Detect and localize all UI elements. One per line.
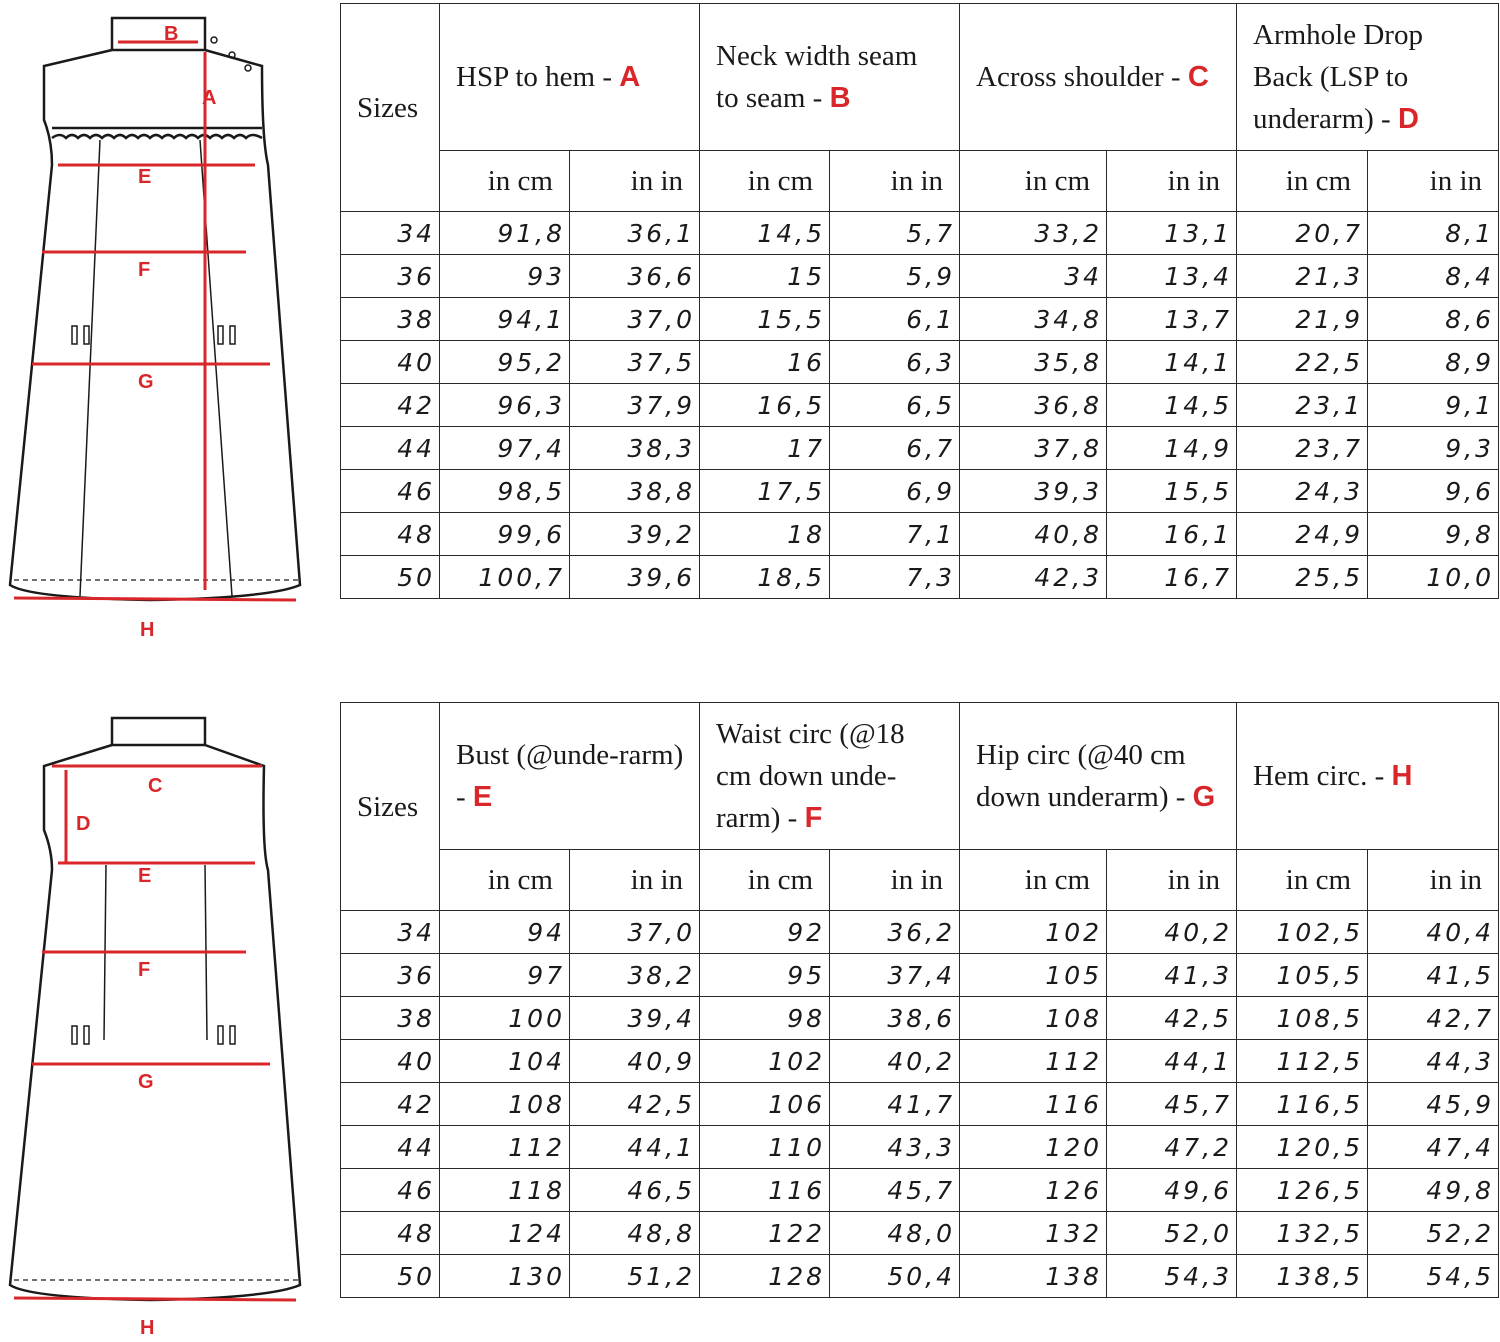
value-cell: 22,5 — [1237, 341, 1368, 384]
table-row — [341, 1212, 1499, 1255]
size-cell: 46 — [341, 1169, 440, 1212]
value-cell: 44,1 — [1107, 1040, 1237, 1083]
column-header-e: Bust (@unde-rarm) - E — [440, 703, 700, 850]
value-cell: 45,7 — [1107, 1083, 1237, 1126]
value-cell: 47,2 — [1107, 1126, 1237, 1169]
sizes-header: Sizes — [341, 703, 440, 911]
table-row — [341, 1255, 1499, 1298]
value-cell: 48,8 — [570, 1212, 700, 1255]
value-cell: 44,3 — [1368, 1040, 1499, 1083]
value-cell: 41,3 — [1107, 954, 1237, 997]
value-cell: 38,2 — [570, 954, 700, 997]
value-cell: 39,3 — [960, 470, 1107, 513]
value-cell: 6,9 — [830, 470, 960, 513]
value-cell: 37,5 — [570, 341, 700, 384]
value-cell: 13,4 — [1107, 255, 1237, 298]
svg-text:E: E — [138, 166, 152, 188]
unit-row — [341, 850, 1499, 911]
value-cell: 108 — [960, 997, 1107, 1040]
size-cell: 38 — [341, 997, 440, 1040]
table-row — [341, 1169, 1499, 1212]
unit-cell: in cm — [960, 151, 1107, 212]
value-cell: 49,6 — [1107, 1169, 1237, 1212]
back-measurements-table — [340, 702, 1499, 1298]
table-row — [341, 470, 1499, 513]
table-row — [341, 513, 1499, 556]
value-cell: 40,2 — [830, 1040, 960, 1083]
value-cell: 120,5 — [1237, 1126, 1368, 1169]
value-cell: 8,9 — [1368, 341, 1499, 384]
value-cell: 15,5 — [700, 298, 830, 341]
value-cell: 33,2 — [960, 212, 1107, 255]
svg-text:B: B — [164, 23, 179, 45]
table-row — [341, 1040, 1499, 1083]
unit-cell: in in — [1107, 151, 1237, 212]
value-cell: 51,2 — [570, 1255, 700, 1298]
table-row — [341, 427, 1499, 470]
unit-cell: in cm — [1237, 151, 1368, 212]
value-cell: 36,2 — [830, 911, 960, 954]
value-cell: 37,4 — [830, 954, 960, 997]
value-cell: 23,1 — [1237, 384, 1368, 427]
table-row — [341, 997, 1499, 1040]
value-cell: 138,5 — [1237, 1255, 1368, 1298]
value-cell: 41,7 — [830, 1083, 960, 1126]
size-cell: 36 — [341, 954, 440, 997]
column-header-b: Neck width seam to seam - B — [700, 4, 960, 151]
value-cell: 43,3 — [830, 1126, 960, 1169]
size-cell: 46 — [341, 470, 440, 513]
value-cell: 15,5 — [1107, 470, 1237, 513]
unit-cell: in in — [1368, 151, 1499, 212]
value-cell: 16,5 — [700, 384, 830, 427]
value-cell: 37,0 — [570, 298, 700, 341]
value-cell: 6,1 — [830, 298, 960, 341]
value-cell: 118 — [440, 1169, 570, 1212]
size-cell: 44 — [341, 427, 440, 470]
value-cell: 40,8 — [960, 513, 1107, 556]
size-cell: 40 — [341, 341, 440, 384]
value-cell: 39,4 — [570, 997, 700, 1040]
value-cell: 16,7 — [1107, 556, 1237, 599]
value-cell: 13,1 — [1107, 212, 1237, 255]
value-cell: 37,0 — [570, 911, 700, 954]
value-cell: 8,6 — [1368, 298, 1499, 341]
value-cell: 102 — [960, 911, 1107, 954]
value-cell: 35,8 — [960, 341, 1107, 384]
size-cell: 40 — [341, 1040, 440, 1083]
unit-cell: in cm — [1237, 850, 1368, 911]
value-cell: 132,5 — [1237, 1212, 1368, 1255]
unit-cell: in cm — [440, 151, 570, 212]
value-cell: 36,8 — [960, 384, 1107, 427]
unit-cell: in in — [570, 850, 700, 911]
value-cell: 42,3 — [960, 556, 1107, 599]
value-cell: 37,9 — [570, 384, 700, 427]
table-row — [341, 1083, 1499, 1126]
size-cell: 38 — [341, 298, 440, 341]
value-cell: 18 — [700, 513, 830, 556]
value-cell: 100,7 — [440, 556, 570, 599]
table-row — [341, 911, 1499, 954]
unit-cell: in in — [830, 151, 960, 212]
value-cell: 91,8 — [440, 212, 570, 255]
value-cell: 116 — [700, 1169, 830, 1212]
value-cell: 18,5 — [700, 556, 830, 599]
value-cell: 23,7 — [1237, 427, 1368, 470]
value-cell: 34 — [960, 255, 1107, 298]
unit-cell: in in — [1368, 850, 1499, 911]
unit-cell: in in — [830, 850, 960, 911]
value-cell: 42,5 — [1107, 997, 1237, 1040]
column-header-a: HSP to hem - A — [440, 4, 700, 151]
value-cell: 126 — [960, 1169, 1107, 1212]
size-cell: 50 — [341, 556, 440, 599]
value-cell: 9,1 — [1368, 384, 1499, 427]
value-cell: 44,1 — [570, 1126, 700, 1169]
value-cell: 14,5 — [700, 212, 830, 255]
value-cell: 38,8 — [570, 470, 700, 513]
value-cell: 20,7 — [1237, 212, 1368, 255]
value-cell: 8,1 — [1368, 212, 1499, 255]
value-cell: 54,3 — [1107, 1255, 1237, 1298]
value-cell: 124 — [440, 1212, 570, 1255]
value-cell: 40,9 — [570, 1040, 700, 1083]
svg-text:E: E — [138, 865, 152, 887]
column-header-c: Across shoulder - C — [960, 4, 1237, 151]
value-cell: 108,5 — [1237, 997, 1368, 1040]
value-cell: 99,6 — [440, 513, 570, 556]
value-cell: 24,9 — [1237, 513, 1368, 556]
size-cell: 48 — [341, 1212, 440, 1255]
value-cell: 98 — [700, 997, 830, 1040]
value-cell: 9,6 — [1368, 470, 1499, 513]
value-cell: 7,1 — [830, 513, 960, 556]
value-cell: 97,4 — [440, 427, 570, 470]
value-cell: 110 — [700, 1126, 830, 1169]
value-cell: 46,5 — [570, 1169, 700, 1212]
size-cell: 44 — [341, 1126, 440, 1169]
value-cell: 105 — [960, 954, 1107, 997]
value-cell: 9,8 — [1368, 513, 1499, 556]
value-cell: 52,2 — [1368, 1212, 1499, 1255]
table-row — [341, 1126, 1499, 1169]
value-cell: 128 — [700, 1255, 830, 1298]
unit-cell: in in — [570, 151, 700, 212]
svg-text:F: F — [138, 259, 151, 281]
value-cell: 25,5 — [1237, 556, 1368, 599]
value-cell: 100 — [440, 997, 570, 1040]
value-cell: 126,5 — [1237, 1169, 1368, 1212]
value-cell: 21,3 — [1237, 255, 1368, 298]
column-header-f: Waist circ (@18 cm down unde-rarm) - F — [700, 703, 960, 850]
value-cell: 10,0 — [1368, 556, 1499, 599]
value-cell: 21,9 — [1237, 298, 1368, 341]
value-cell: 5,9 — [830, 255, 960, 298]
value-cell: 50,4 — [830, 1255, 960, 1298]
value-cell: 49,8 — [1368, 1169, 1499, 1212]
value-cell: 120 — [960, 1126, 1107, 1169]
value-cell: 39,6 — [570, 556, 700, 599]
table-row — [341, 954, 1499, 997]
value-cell: 13,7 — [1107, 298, 1237, 341]
value-cell: 93 — [440, 255, 570, 298]
value-cell: 132 — [960, 1212, 1107, 1255]
value-cell: 36,1 — [570, 212, 700, 255]
value-cell: 5,7 — [830, 212, 960, 255]
front-measurements-table — [340, 3, 1499, 599]
table-row — [341, 298, 1499, 341]
value-cell: 14,5 — [1107, 384, 1237, 427]
value-cell: 98,5 — [440, 470, 570, 513]
back-dress-sketch — [0, 700, 320, 1342]
value-cell: 96,3 — [440, 384, 570, 427]
size-cell: 36 — [341, 255, 440, 298]
value-cell: 54,5 — [1368, 1255, 1499, 1298]
size-cell: 48 — [341, 513, 440, 556]
value-cell: 34,8 — [960, 298, 1107, 341]
value-cell: 16 — [700, 341, 830, 384]
svg-text:C: C — [148, 775, 163, 797]
value-cell: 94,1 — [440, 298, 570, 341]
value-cell: 94 — [440, 911, 570, 954]
value-cell: 17,5 — [700, 470, 830, 513]
value-cell: 36,6 — [570, 255, 700, 298]
value-cell: 42,7 — [1368, 997, 1499, 1040]
table-row — [341, 341, 1499, 384]
value-cell: 14,9 — [1107, 427, 1237, 470]
value-cell: 37,8 — [960, 427, 1107, 470]
value-cell: 48,0 — [830, 1212, 960, 1255]
front-dress-sketch — [0, 0, 320, 640]
svg-text:G: G — [138, 1071, 154, 1093]
value-cell: 95 — [700, 954, 830, 997]
value-cell: 47,4 — [1368, 1126, 1499, 1169]
value-cell: 45,9 — [1368, 1083, 1499, 1126]
svg-text:F: F — [138, 959, 151, 981]
value-cell: 104 — [440, 1040, 570, 1083]
table-row — [341, 255, 1499, 298]
value-cell: 52,0 — [1107, 1212, 1237, 1255]
value-cell: 108 — [440, 1083, 570, 1126]
value-cell: 95,2 — [440, 341, 570, 384]
column-header-d: Armhole Drop Back (LSP to underarm) - D — [1237, 4, 1499, 151]
value-cell: 116,5 — [1237, 1083, 1368, 1126]
value-cell: 122 — [700, 1212, 830, 1255]
value-cell: 8,4 — [1368, 255, 1499, 298]
column-header-g: Hip circ (@40 cm down underarm) - G — [960, 703, 1237, 850]
svg-text:H: H — [140, 1317, 155, 1339]
value-cell: 102,5 — [1237, 911, 1368, 954]
column-header-h: Hem circ. - H — [1237, 703, 1499, 850]
value-cell: 97 — [440, 954, 570, 997]
value-cell: 105,5 — [1237, 954, 1368, 997]
value-cell: 112 — [960, 1040, 1107, 1083]
table-row — [341, 384, 1499, 427]
value-cell: 16,1 — [1107, 513, 1237, 556]
svg-text:H: H — [140, 619, 155, 640]
unit-cell: in cm — [440, 850, 570, 911]
value-cell: 38,6 — [830, 997, 960, 1040]
value-cell: 9,3 — [1368, 427, 1499, 470]
value-cell: 14,1 — [1107, 341, 1237, 384]
value-cell: 102 — [700, 1040, 830, 1083]
value-cell: 92 — [700, 911, 830, 954]
size-cell: 34 — [341, 212, 440, 255]
value-cell: 6,5 — [830, 384, 960, 427]
value-cell: 17 — [700, 427, 830, 470]
size-cell: 42 — [341, 1083, 440, 1126]
size-cell: 42 — [341, 384, 440, 427]
value-cell: 106 — [700, 1083, 830, 1126]
value-cell: 116 — [960, 1083, 1107, 1126]
value-cell: 41,5 — [1368, 954, 1499, 997]
sizes-header: Sizes — [341, 4, 440, 212]
value-cell: 7,3 — [830, 556, 960, 599]
size-cell: 34 — [341, 911, 440, 954]
svg-text:G: G — [138, 371, 154, 393]
value-cell: 40,4 — [1368, 911, 1499, 954]
value-cell: 6,7 — [830, 427, 960, 470]
unit-cell: in cm — [960, 850, 1107, 911]
value-cell: 112,5 — [1237, 1040, 1368, 1083]
value-cell: 112 — [440, 1126, 570, 1169]
svg-text:A: A — [202, 87, 217, 109]
unit-row — [341, 151, 1499, 212]
value-cell: 138 — [960, 1255, 1107, 1298]
unit-cell: in cm — [700, 850, 830, 911]
value-cell: 45,7 — [830, 1169, 960, 1212]
value-cell: 24,3 — [1237, 470, 1368, 513]
size-cell: 50 — [341, 1255, 440, 1298]
value-cell: 42,5 — [570, 1083, 700, 1126]
value-cell: 39,2 — [570, 513, 700, 556]
unit-cell: in cm — [700, 151, 830, 212]
table-row — [341, 212, 1499, 255]
table-row — [341, 556, 1499, 599]
value-cell: 130 — [440, 1255, 570, 1298]
value-cell: 38,3 — [570, 427, 700, 470]
value-cell: 6,3 — [830, 341, 960, 384]
svg-text:D: D — [76, 813, 91, 835]
value-cell: 40,2 — [1107, 911, 1237, 954]
value-cell: 15 — [700, 255, 830, 298]
unit-cell: in in — [1107, 850, 1237, 911]
